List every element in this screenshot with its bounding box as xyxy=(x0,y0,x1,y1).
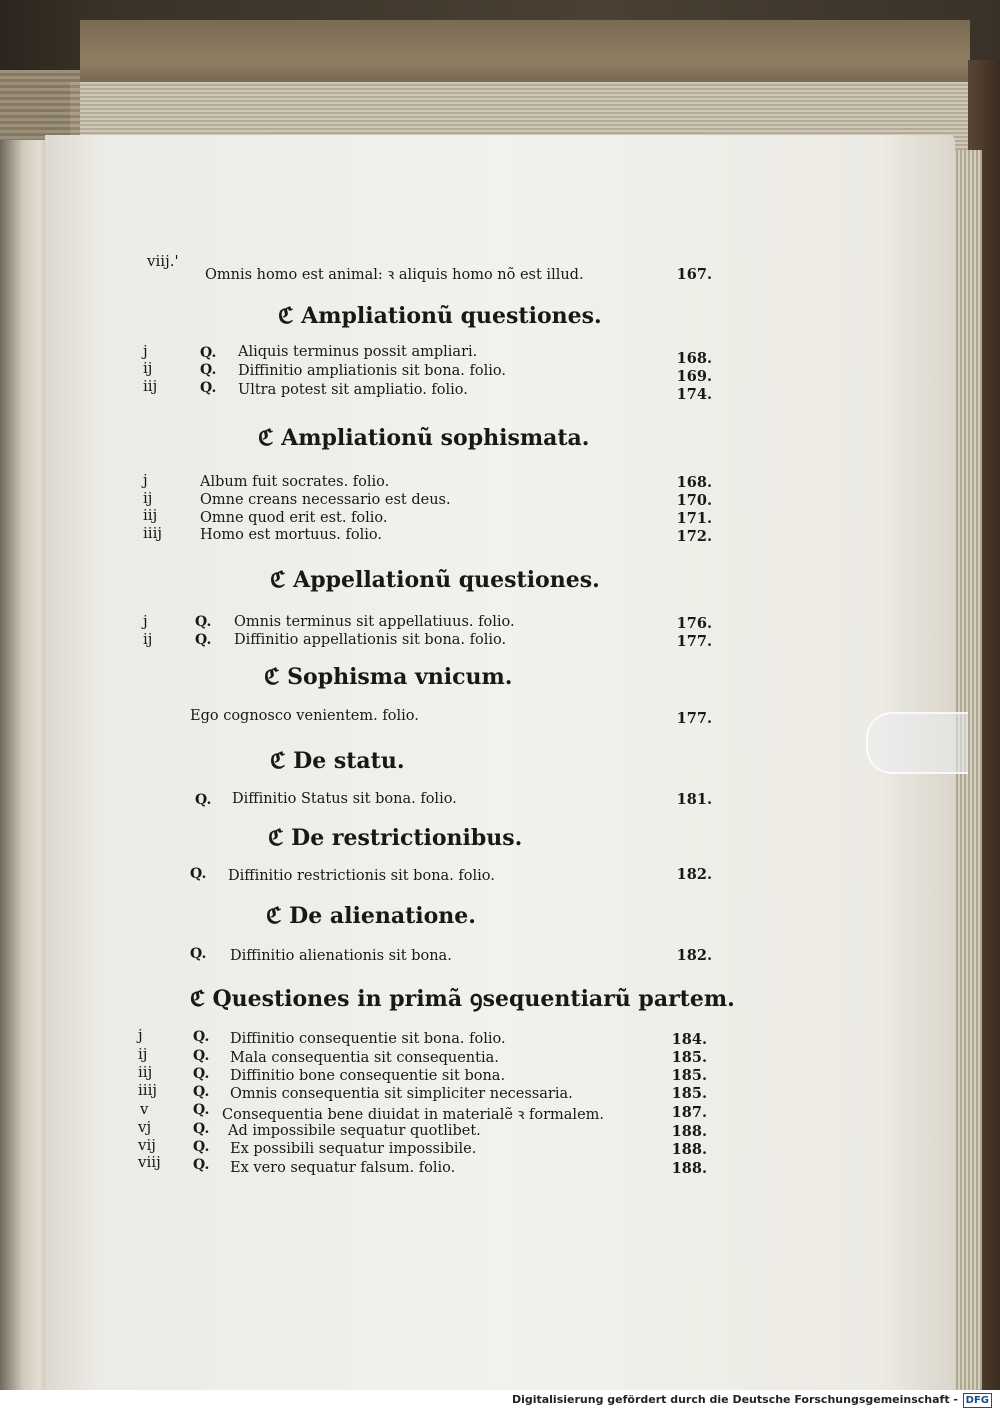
entry-number: ij xyxy=(138,1045,148,1063)
entry-text: Ad impossibile sequatur quotlibet. xyxy=(228,1123,481,1139)
entry-number: ij xyxy=(143,359,153,377)
entry-text: Ex possibili sequatur impossibile. xyxy=(230,1141,477,1157)
entry-number: ij xyxy=(143,489,153,507)
entry-number: ij xyxy=(143,630,153,648)
section-heading: ℭ Appellationũ questiones. xyxy=(270,567,600,593)
entry-page: 177. xyxy=(676,710,712,727)
question-mark: Q. xyxy=(195,632,212,648)
entry-page: 168. xyxy=(676,474,712,491)
entry-text: Diffinitio alienationis sit bona. xyxy=(230,948,452,964)
entry-number: iij xyxy=(138,1063,153,1081)
entry-page: 167. xyxy=(676,266,712,283)
entry-number: j xyxy=(143,612,148,630)
entry-number: j xyxy=(138,1026,143,1044)
entry-text: Omnis consequentia sit simpliciter necessaria. xyxy=(230,1086,573,1102)
entry-page: 185. xyxy=(671,1085,707,1102)
entry-page: 188. xyxy=(671,1123,707,1140)
entry-page: 170. xyxy=(676,492,712,509)
entry-page: 187. xyxy=(671,1104,707,1121)
entry-page: 177. xyxy=(676,633,712,650)
question-mark: Q. xyxy=(193,1102,210,1118)
book-block-top xyxy=(80,20,970,90)
question-mark: Q. xyxy=(193,1084,210,1100)
question-mark: Q. xyxy=(190,946,207,962)
entry-text: Omne creans necessario est deus. xyxy=(200,492,451,508)
section-heading: ℭ De alienatione. xyxy=(266,903,476,929)
section-heading: ℭ Ampliationũ sophismata. xyxy=(258,425,590,451)
section-heading: ℭ De restrictionibus. xyxy=(268,825,523,851)
entry-page: 171. xyxy=(676,510,712,527)
question-mark: Q. xyxy=(195,792,212,808)
entry-number: iij xyxy=(143,506,158,524)
entry-number: vij xyxy=(138,1136,156,1154)
entry-text: Mala consequentia sit consequentia. xyxy=(230,1050,499,1066)
entry-page: 182. xyxy=(676,866,712,883)
entry-number: viij.' xyxy=(147,252,179,270)
entry-page: 184. xyxy=(671,1031,707,1048)
entry-text: Diffinitio appellationis sit bona. folio. xyxy=(234,632,507,648)
footer-bar xyxy=(0,1390,1000,1411)
entry-page: 181. xyxy=(676,791,712,808)
question-mark: Q. xyxy=(193,1121,210,1137)
entry-text: Diffinitio ampliationis sit bona. folio. xyxy=(238,363,506,379)
entry-page: 188. xyxy=(671,1160,707,1177)
entry-text: Omne quod erit est. folio. xyxy=(200,510,388,526)
plastic-page-clip xyxy=(866,712,968,774)
question-mark: Q. xyxy=(193,1048,210,1064)
entry-text: Ego cognosco venientem. folio. xyxy=(190,708,419,724)
entry-number: iij xyxy=(143,377,158,395)
entry-page: 185. xyxy=(671,1049,707,1066)
entry-number: j xyxy=(143,471,148,489)
section-heading: ℭ Ampliationũ questiones. xyxy=(278,303,602,329)
section-heading: ℭ Sophisma vnicum. xyxy=(264,664,513,690)
question-mark: Q. xyxy=(193,1157,210,1173)
entry-number: viij xyxy=(138,1153,161,1171)
previous-page-edge xyxy=(0,140,50,1390)
entry-text: Diffinitio consequentie sit bona. folio. xyxy=(230,1031,506,1047)
entry-number: j xyxy=(143,342,148,360)
question-mark: Q. xyxy=(190,866,207,882)
question-mark: Q. xyxy=(195,614,212,630)
entry-number: iiij xyxy=(138,1081,158,1099)
funding-notice: Digitalisierung gefördert durch die Deutsche Forschungsgemeinschaft - xyxy=(511,1393,958,1406)
entry-text: Omnis terminus sit appellatiuus. folio. xyxy=(234,614,515,630)
entry-number: vj xyxy=(138,1118,152,1136)
entry-text: Diffinitio restrictionis sit bona. folio. xyxy=(228,868,495,884)
entry-page: 176. xyxy=(676,615,712,632)
entry-text: Aliquis terminus possit ampliari. xyxy=(238,344,478,360)
entry-text: Diffinitio bone consequentie sit bona. xyxy=(230,1068,506,1084)
section-heading: ℭ Questiones in primã ꝯsequentiarũ partem. xyxy=(190,986,735,1012)
dfg-logo: DFG xyxy=(963,1393,992,1408)
question-mark: Q. xyxy=(200,380,217,396)
entry-page: 168. xyxy=(676,350,712,367)
entry-page: 182. xyxy=(676,947,712,964)
question-mark: Q. xyxy=(200,345,217,361)
entry-text: Homo est mortuus. folio. xyxy=(200,527,382,543)
entry-text: Consequentia bene diuidat in materialẽ ꝛ formalem. xyxy=(222,1107,605,1123)
entry-page: 188. xyxy=(671,1141,707,1158)
entry-text: Diffinitio Status sit bona. folio. xyxy=(232,791,457,807)
question-mark: Q. xyxy=(193,1139,210,1155)
section-heading: ℭ De statu. xyxy=(270,748,405,774)
entry-text: Omnis homo est animal: ꝛ aliquis homo nõ est illud. xyxy=(205,267,584,283)
entry-text: Ex vero sequatur falsum. folio. xyxy=(230,1160,456,1176)
question-mark: Q. xyxy=(193,1029,210,1045)
entry-page: 169. xyxy=(676,368,712,385)
entry-number: v xyxy=(140,1100,149,1118)
question-mark: Q. xyxy=(200,362,217,378)
entry-number: iiij xyxy=(143,524,163,542)
entry-text: Album fuit socrates. folio. xyxy=(200,474,390,490)
entry-page: 185. xyxy=(671,1067,707,1084)
entry-page: 174. xyxy=(676,386,712,403)
entry-page: 172. xyxy=(676,528,712,545)
entry-text: Ultra potest sit ampliatio. folio. xyxy=(238,382,468,398)
question-mark: Q. xyxy=(193,1066,210,1082)
